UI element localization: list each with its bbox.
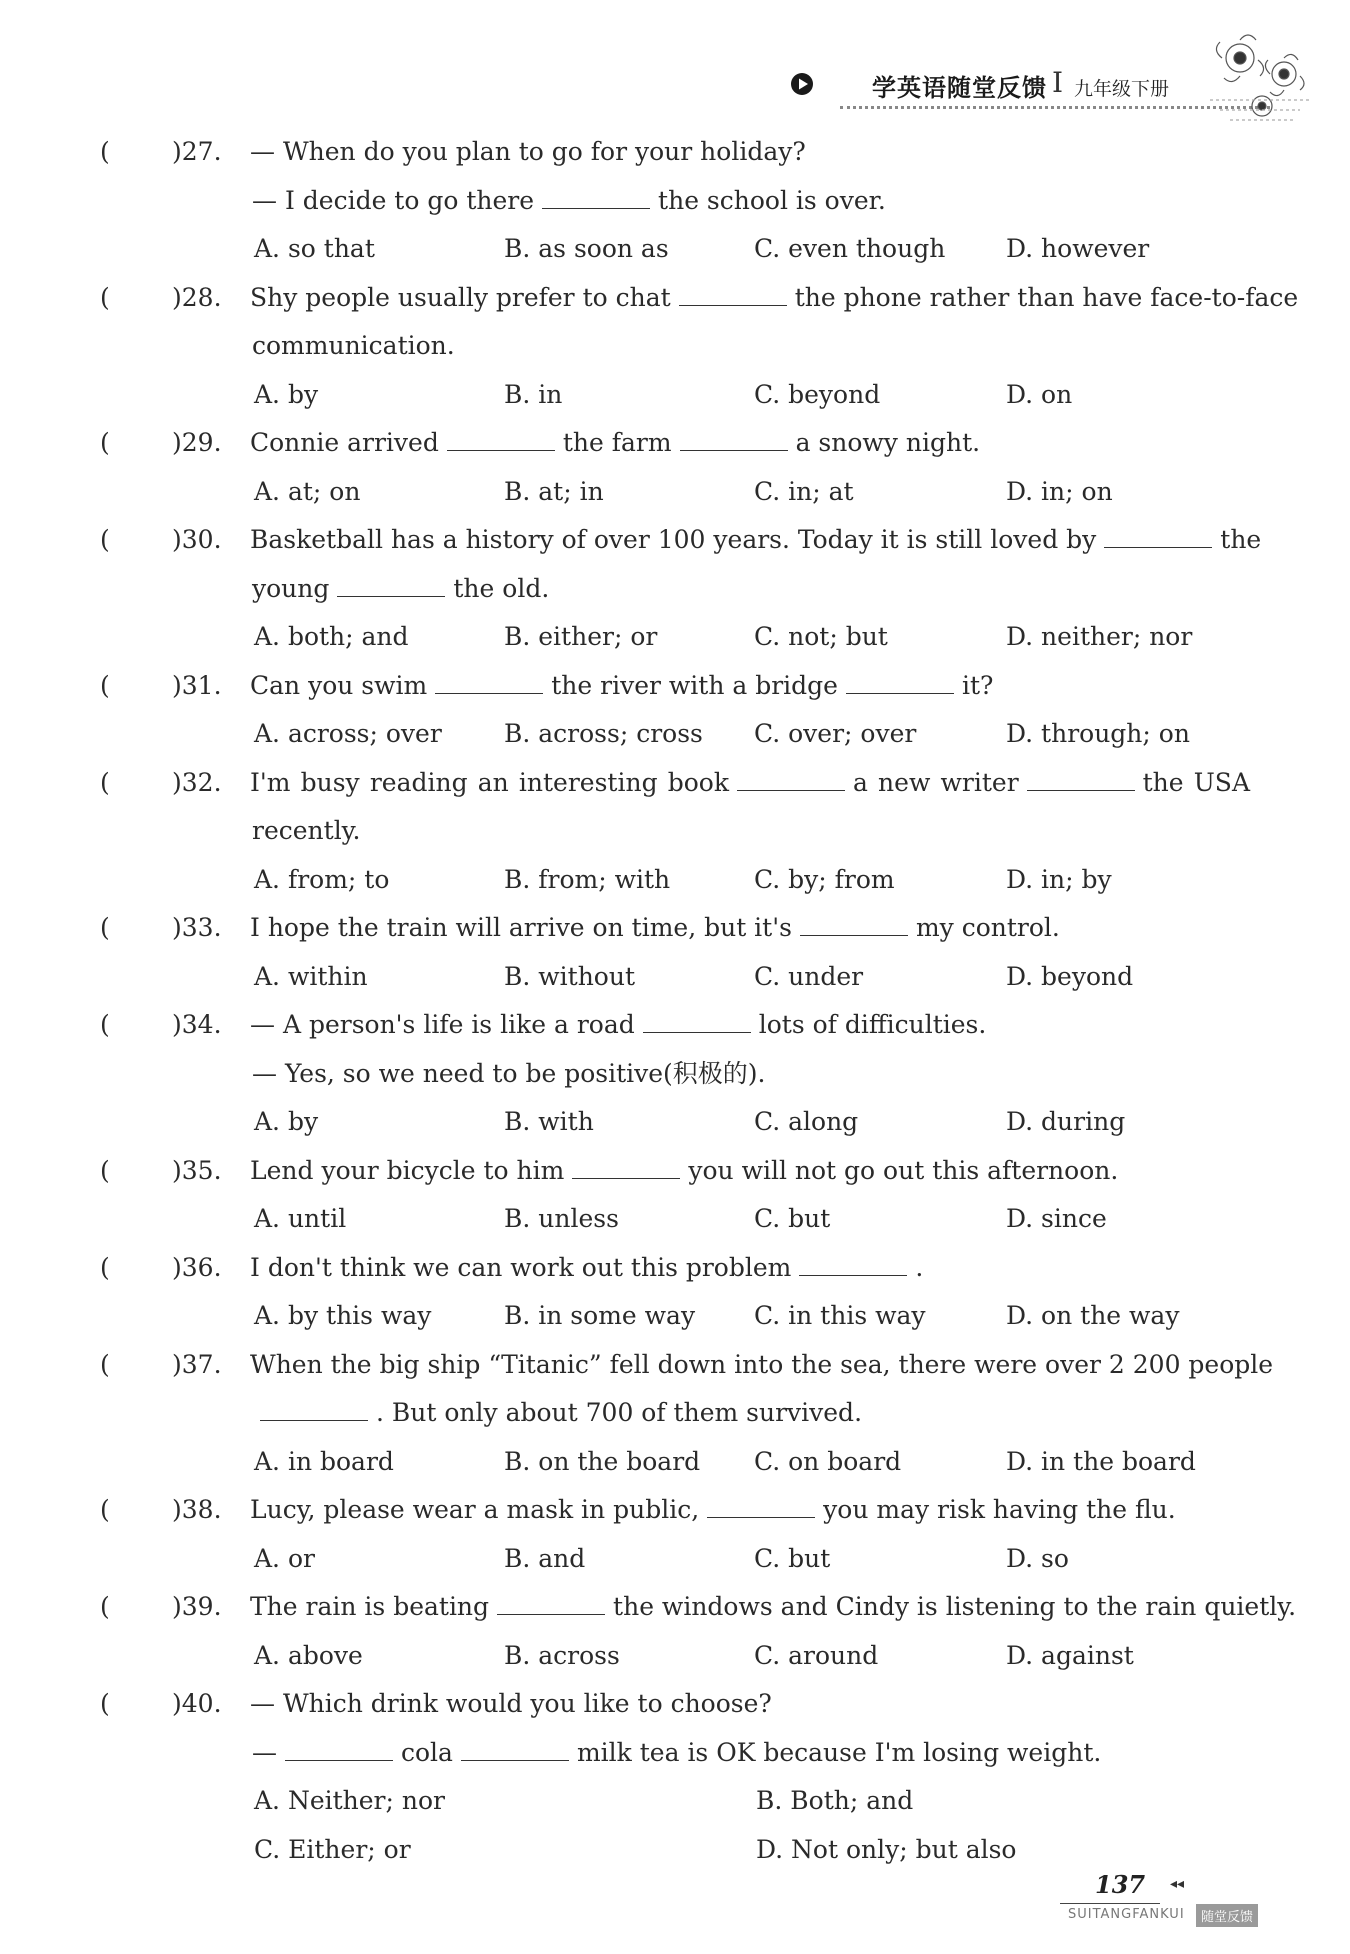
question-text [250, 516, 1262, 564]
option-c[interactable]: C. in; at [754, 476, 854, 506]
option-a[interactable]: A. by [254, 1107, 319, 1136]
question-text-segment: the school is over. [658, 185, 886, 215]
question-text-segment: I'm busy reading an interesting book [250, 767, 729, 797]
question-text [250, 1147, 1250, 1195]
option-d[interactable]: D. during [1006, 1107, 1126, 1136]
question-text-segment: — When do you plan to go for your holiday? [250, 137, 806, 166]
question-text-segment: Connie arrived [250, 428, 439, 457]
question-line [100, 1729, 1250, 1777]
question-line [100, 419, 1250, 467]
question-text [250, 419, 1250, 467]
option-row [100, 1632, 1250, 1680]
question-text [250, 1486, 1250, 1534]
question-number: )30. [172, 525, 222, 554]
question-number: )28. [172, 282, 222, 312]
option-d[interactable]: D. on [1006, 379, 1073, 409]
option-d[interactable]: D. beyond [1006, 961, 1134, 991]
option-d[interactable]: D. Not only; but also [756, 1834, 1017, 1864]
option-b[interactable]: B. from; with [504, 864, 671, 894]
option-b[interactable]: B. either; or [504, 622, 658, 651]
question-text-segment: milk tea is OK because I'm losing weight. [576, 1737, 1102, 1767]
footer-badge: 随堂反馈 [1196, 1904, 1258, 1927]
question-line [100, 807, 1250, 855]
question-line [100, 128, 1250, 176]
question-number: )34. [172, 1010, 222, 1039]
answer-paren-open[interactable]: ( [100, 1689, 110, 1718]
answer-paren-open[interactable]: ( [100, 1495, 110, 1524]
answer-paren-open[interactable]: ( [100, 1592, 110, 1621]
option-row [100, 953, 1250, 1001]
option-a[interactable]: A. from; to [254, 864, 390, 894]
answer-blank[interactable] [799, 1249, 907, 1276]
question-text [252, 1389, 1250, 1437]
question-number: )39. [172, 1592, 222, 1621]
question-text-segment: the USA [1142, 767, 1250, 797]
option-a[interactable]: A. until [254, 1204, 347, 1233]
question-line [100, 1680, 1250, 1728]
option-row [100, 1195, 1250, 1243]
question-text-segment: the windows and Cindy is listening to the rain quietly. [613, 1592, 1297, 1621]
question-number: )32. [172, 767, 222, 797]
question-line [100, 177, 1250, 225]
question-line [100, 1050, 1250, 1098]
page-number: 137 [1095, 1870, 1146, 1899]
answer-blank[interactable] [497, 1588, 605, 1615]
option-a[interactable]: A. at; on [254, 476, 361, 506]
option-row [100, 1098, 1250, 1146]
option-a[interactable]: A. or [254, 1543, 315, 1573]
question-text [250, 1244, 1250, 1292]
option-row [100, 1535, 1250, 1583]
question-line [100, 1389, 1250, 1437]
question-text-segment: — [252, 1737, 277, 1767]
answer-blank[interactable] [572, 1152, 680, 1179]
question-text-segment: the old. [453, 573, 550, 603]
option-c[interactable]: C. even though [754, 234, 946, 263]
option-b[interactable]: B. across; cross [504, 719, 703, 748]
option-c[interactable]: C. under [754, 961, 864, 991]
question-text-segment: my control. [915, 913, 1060, 942]
option-a[interactable]: A. across; over [254, 719, 442, 748]
question-text [250, 1680, 1250, 1728]
question-text [250, 274, 1299, 322]
answer-blank[interactable] [846, 667, 954, 694]
answer-blank[interactable] [461, 1734, 569, 1761]
option-b[interactable]: B. without [504, 961, 636, 991]
question-text [250, 662, 1250, 710]
option-a[interactable]: A. within [254, 961, 368, 991]
question-line [100, 1486, 1250, 1534]
option-row [100, 371, 1250, 419]
question-number: )37. [172, 1349, 222, 1379]
question-text-segment: I hope the train will arrive on time, but it's [250, 913, 792, 942]
question-text-segment: the farm [562, 428, 672, 457]
question-text-segment: When the big ship “Titanic” fell down into the sea, there were over 2 200 people [250, 1349, 1274, 1379]
question-number: )40. [172, 1689, 222, 1718]
option-row [100, 1292, 1250, 1340]
option-d[interactable]: D. neither; nor [1006, 622, 1193, 651]
answer-blank[interactable] [707, 1491, 815, 1518]
question-text-segment: it? [961, 670, 994, 700]
answer-paren-open[interactable]: ( [100, 428, 110, 457]
answer-blank[interactable] [800, 909, 908, 936]
question-text-segment: I don't think we can work out this problem [250, 1252, 792, 1282]
question-text-segment: Shy people usually prefer to chat [250, 282, 671, 312]
answer-paren-open[interactable]: ( [100, 670, 110, 700]
question-text [252, 565, 1250, 613]
question-text-segment: the phone rather than have face-to-face [794, 282, 1299, 312]
option-row [100, 613, 1250, 661]
answer-blank[interactable] [337, 570, 445, 597]
question-text [250, 128, 1250, 176]
option-c[interactable]: C. by; from [754, 864, 895, 894]
option-b[interactable]: B. across [504, 1640, 620, 1670]
option-d[interactable]: D. so [1006, 1543, 1069, 1573]
option-d[interactable]: D. in the board [1006, 1446, 1196, 1476]
option-a[interactable]: A. so that [254, 234, 375, 263]
question-text-segment: the [1220, 525, 1262, 554]
grade-label: 九年级下册 [1074, 78, 1170, 100]
option-b[interactable]: B. and [504, 1543, 586, 1573]
question-line [100, 1001, 1250, 1049]
question-text [250, 1341, 1274, 1389]
answer-paren-open[interactable]: ( [100, 1010, 110, 1039]
question-text [252, 322, 1250, 370]
answer-paren-open[interactable]: ( [100, 137, 110, 166]
option-d[interactable]: D. on the way [1006, 1301, 1180, 1330]
option-c[interactable]: C. beyond [754, 379, 881, 409]
question-line [100, 565, 1250, 613]
question-text-segment: Lend your bicycle to him [250, 1155, 565, 1185]
option-d[interactable]: D. in; on [1006, 476, 1113, 506]
question-text-segment: you will not go out this afternoon. [688, 1155, 1119, 1185]
question-line [100, 1341, 1274, 1389]
answer-paren-open[interactable]: ( [100, 1155, 110, 1185]
option-c[interactable]: C. on board [754, 1446, 902, 1476]
question-line [100, 516, 1262, 564]
option-a[interactable]: A. Neither; nor [254, 1786, 445, 1815]
option-row [100, 1777, 1250, 1825]
option-c[interactable]: C. not; but [754, 622, 888, 651]
question-text [250, 759, 1250, 807]
answer-paren-open[interactable]: ( [100, 913, 110, 942]
question-text-segment: lots of difficulties. [758, 1010, 987, 1039]
header-separator: I [1052, 66, 1064, 99]
option-b[interactable]: B. on the board [504, 1446, 701, 1476]
play-icon [790, 72, 814, 96]
question-line [100, 904, 1250, 952]
answer-paren-open[interactable]: ( [100, 1349, 110, 1379]
question-text-segment: Basketball has a history of over 100 years. Today it is still loved by [250, 525, 1097, 554]
question-text [252, 177, 1250, 225]
option-a[interactable]: A. in board [254, 1446, 394, 1476]
option-row [100, 856, 1250, 904]
option-d[interactable]: D. however [1006, 234, 1150, 263]
answer-blank[interactable] [542, 182, 650, 209]
question-number: )29. [172, 428, 222, 457]
option-b[interactable]: B. unless [504, 1204, 619, 1233]
option-row [100, 1438, 1250, 1486]
question-text-segment: The rain is beating [250, 1592, 490, 1621]
option-c[interactable]: C. around [754, 1640, 879, 1670]
question-text [250, 1001, 1250, 1049]
question-text-segment: — Which drink would you like to choose? [250, 1689, 772, 1718]
option-b[interactable]: B. as soon as [504, 234, 669, 263]
option-c[interactable]: C. in this way [754, 1301, 926, 1330]
question-text-segment: young [252, 573, 330, 603]
option-a[interactable]: A. by [254, 379, 319, 409]
question-text [250, 1583, 1297, 1631]
option-d[interactable]: D. in; by [1006, 864, 1112, 894]
answer-blank[interactable] [435, 667, 543, 694]
book-title: 学英语随堂反馈 [872, 74, 1047, 102]
question-number: )33. [172, 913, 222, 942]
answer-blank[interactable] [737, 764, 845, 791]
answer-blank[interactable] [260, 1394, 368, 1421]
option-c[interactable]: C. Either; or [254, 1834, 411, 1864]
question-line [100, 662, 1250, 710]
option-d[interactable]: D. against [1006, 1640, 1134, 1670]
option-d[interactable]: D. since [1006, 1204, 1107, 1233]
option-c[interactable]: C. along [754, 1107, 859, 1136]
question-text-segment: Lucy, please wear a mask in public, [250, 1495, 700, 1524]
question-text-segment: the river with a bridge [551, 670, 838, 700]
option-a[interactable]: A. by this way [254, 1301, 432, 1330]
option-b[interactable]: B. at; in [504, 476, 604, 506]
question-line [100, 322, 1250, 370]
answer-paren-open[interactable]: ( [100, 525, 110, 554]
flower-decoration-icon [1200, 20, 1320, 140]
answer-blank[interactable] [1104, 521, 1212, 548]
option-c[interactable]: C. over; over [754, 719, 917, 748]
question-text-segment: — Yes, so we need to be positive(积极的). [252, 1058, 766, 1088]
footer-pinyin: SUITANGFANKUI [1068, 1907, 1185, 1922]
option-b[interactable]: B. in some way [504, 1301, 696, 1330]
option-a[interactable]: A. both; and [254, 622, 409, 651]
option-b[interactable]: B. in [504, 379, 563, 409]
question-number: )38. [172, 1495, 222, 1524]
option-row [100, 468, 1250, 516]
question-number: )36. [172, 1252, 222, 1282]
option-a[interactable]: A. above [254, 1640, 363, 1670]
question-line [100, 759, 1250, 807]
option-c[interactable]: C. but [754, 1543, 831, 1573]
question-text-segment: — I decide to go there [252, 185, 535, 215]
option-b[interactable]: B. Both; and [756, 1786, 914, 1815]
question-text-segment: recently. [252, 816, 361, 845]
answer-blank[interactable] [679, 279, 787, 306]
answer-blank[interactable] [285, 1734, 393, 1761]
question-number: )27. [172, 137, 222, 166]
question-text-segment: a new writer [852, 767, 1019, 797]
question-text-segment: — A person's life is like a road [250, 1010, 635, 1039]
option-row [100, 225, 1250, 273]
question-text [250, 904, 1250, 952]
question-text-segment: . But only about 700 of them survived. [376, 1398, 863, 1427]
question-text-segment: Can you swim [250, 670, 428, 700]
answer-blank[interactable] [643, 1006, 751, 1033]
question-text [252, 807, 1250, 855]
question-text [252, 1729, 1250, 1777]
answer-paren-open[interactable]: ( [100, 767, 110, 797]
option-c[interactable]: C. but [754, 1204, 831, 1233]
option-row [100, 1826, 1250, 1874]
answer-blank[interactable] [1027, 764, 1135, 791]
arrow-left-icon: ◂◂ [1170, 1876, 1185, 1892]
question-line [100, 1147, 1250, 1195]
question-number: )31. [172, 670, 222, 700]
question-text-segment: you may risk having the flu. [823, 1495, 1176, 1524]
answer-blank[interactable] [447, 424, 555, 451]
question-text-segment: a snowy night. [795, 428, 981, 457]
question-text [252, 1050, 1250, 1098]
answer-blank[interactable] [680, 424, 788, 451]
option-row [100, 710, 1250, 758]
question-text-segment: communication. [252, 331, 455, 360]
page-number-underline [1060, 1903, 1160, 1904]
question-line [100, 1583, 1297, 1631]
question-text-segment: cola [401, 1737, 453, 1767]
answer-paren-open[interactable]: ( [100, 282, 110, 312]
option-b[interactable]: B. with [504, 1107, 594, 1136]
question-line [100, 1244, 1250, 1292]
question-text-segment: . [915, 1252, 924, 1282]
question-number: )35. [172, 1155, 222, 1185]
answer-paren-open[interactable]: ( [100, 1252, 110, 1282]
option-d[interactable]: D. through; on [1006, 719, 1190, 748]
question-line [100, 274, 1299, 322]
